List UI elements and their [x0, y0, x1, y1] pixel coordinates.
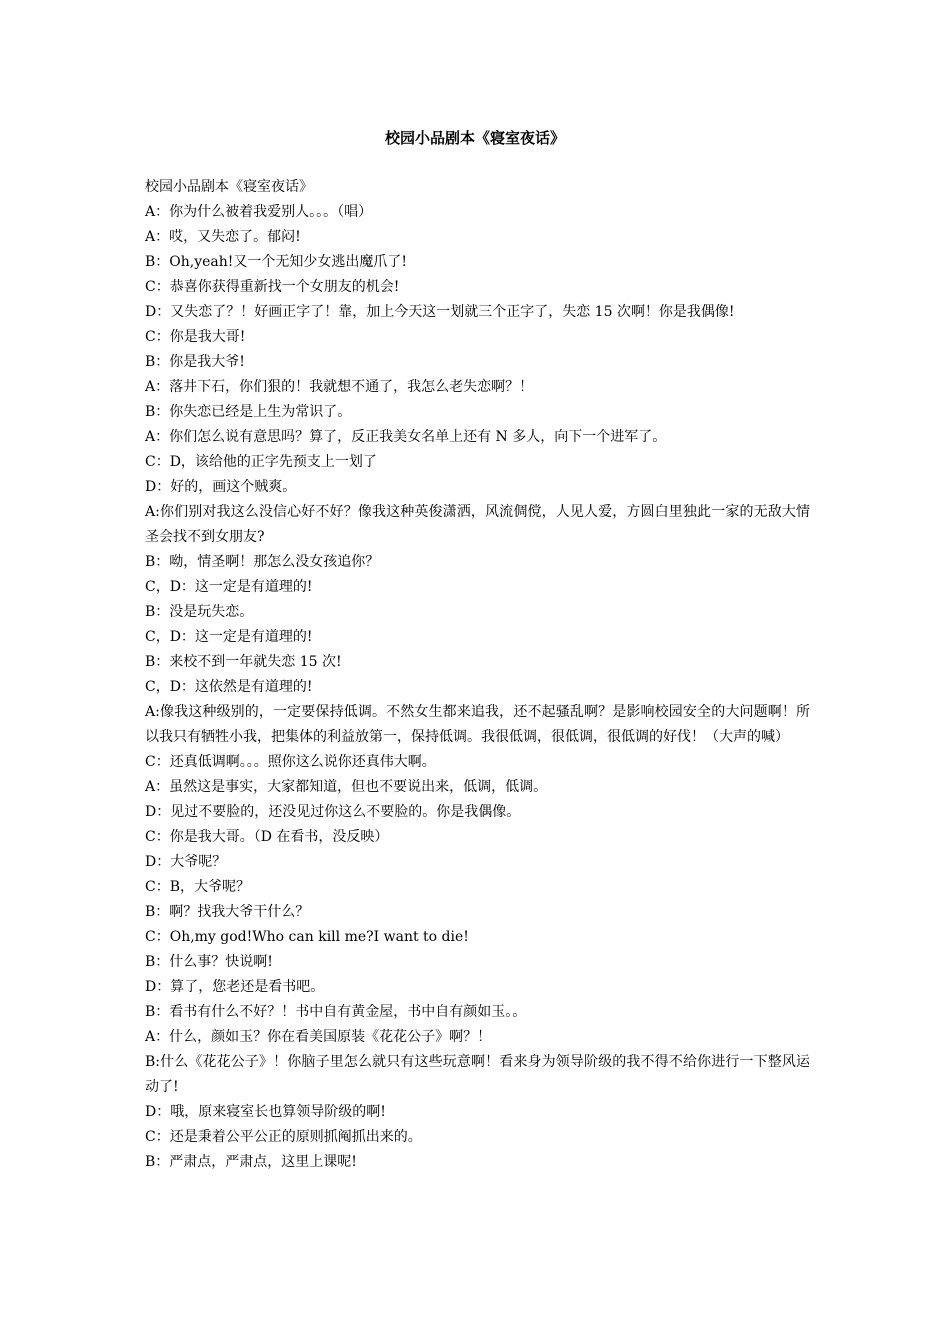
- script-line: B：看书有什么不好？！书中自有黄金屋，书中自有颜如玉。。: [145, 1004, 527, 1020]
- script-line: C，D：这一定是有道理的!: [145, 579, 313, 595]
- script-line: B：呦，情圣啊！那怎么没女孩追你？: [145, 554, 380, 570]
- script-line: B：严肃点，严肃点，这里上课呢!: [145, 1154, 357, 1170]
- script-line: A：什么，颜如玉？你在看美国原装《花花公子》啊？！: [145, 1029, 492, 1045]
- script-line: B:什么《花花公子》！你脑子里怎么就只有这些玩意啊！看来身为领导阶级的我不得不给你进行一下整风运动了!: [145, 1054, 810, 1095]
- script-line: A：你为什么被着我爱别人。。。（唱）: [145, 204, 373, 220]
- script-line: D：又失恋了？！好画正字了！靠，加上今天这一划就三个正字了，失恋 15 次啊！你是我偶像!: [145, 304, 735, 320]
- script-line: D：好的，画这个贼爽。: [145, 479, 297, 495]
- document-title: 校园小品剧本《寝室夜话》: [384, 129, 565, 147]
- script-line: B：你失恋已经是上生为常识了。: [145, 404, 352, 420]
- script-line: 校园小品剧本《寝室夜话》: [145, 179, 313, 195]
- script-line: D：哦，原来寝室长也算领导阶级的啊!: [145, 1104, 386, 1120]
- script-line: C：恭喜你获得重新找一个女朋友的机会!: [145, 279, 400, 295]
- script-line: C：还真低调啊。。。照你这么说你还真伟大啊。: [145, 754, 436, 770]
- script-line: A:你们别对我这么没信心好不好？像我这种英俊潇洒，风流倜傥，人见人爱，方圆白里独此一家的无敌大情圣会找不到女朋友?: [145, 504, 810, 545]
- script-line: C：Oh,my god!Who can kill me?I want to die!: [145, 929, 469, 945]
- script-line: C：D，该给他的正字先预支上一划了: [145, 454, 377, 470]
- script-line: A：落井下石，你们狠的！我就想不通了，我怎么老失恋啊？！: [145, 379, 534, 395]
- script-line: B：你是我大爷!: [145, 354, 245, 370]
- script-line: A：哎，又失恋了。郁闷!: [145, 229, 301, 245]
- script-line: C：你是我大哥。（D 在看书，没反映）: [145, 829, 389, 845]
- script-line: D：见过不要脸的，还没见过你这么不要脸的。你是我偶像。: [145, 804, 521, 820]
- script-line: C，D：这依然是有道理的!: [145, 679, 313, 695]
- script-line: B：来校不到一年就失恋 15 次!: [145, 654, 342, 670]
- script-line: C：B，大爷呢？: [145, 879, 250, 895]
- script-line: B：啊？找我大爷干什么？: [145, 904, 310, 920]
- script-line: C：还是秉着公平公正的原则抓阄抓出来的。: [145, 1129, 422, 1145]
- script-line: C，D：这一定是有道理的!: [145, 629, 313, 645]
- document-body: [145, 175, 810, 1175]
- script-line: B：Oh,yeah!又一个无知少女逃出魔爪了!: [145, 254, 408, 270]
- script-line: A：你们怎么说有意思吗？算了，反正我美女名单上还有 N 多人，向下一个进军了。: [145, 429, 667, 445]
- script-line: D：算了，您老还是看书吧。: [145, 979, 325, 995]
- script-line: B：什么事？快说啊!: [145, 954, 273, 970]
- script-line: D：大爷呢？: [145, 854, 227, 870]
- script-line: B：没是玩失恋。: [145, 604, 254, 620]
- script-line: A：虽然这是事实，大家都知道，但也不要说出来，低调，低调。: [145, 779, 548, 795]
- script-line: C：你是我大哥!: [145, 329, 246, 345]
- script-line: A:像我这种级别的，一定要保持低调。不然女生都来追我，还不起骚乱啊？是影响校园安全的大问题啊！所以我只有牺牲小我，把集体的利益放第一，保持低调。我很低调，很低调，很低调的好伐！（大声的喊）: [145, 704, 810, 745]
